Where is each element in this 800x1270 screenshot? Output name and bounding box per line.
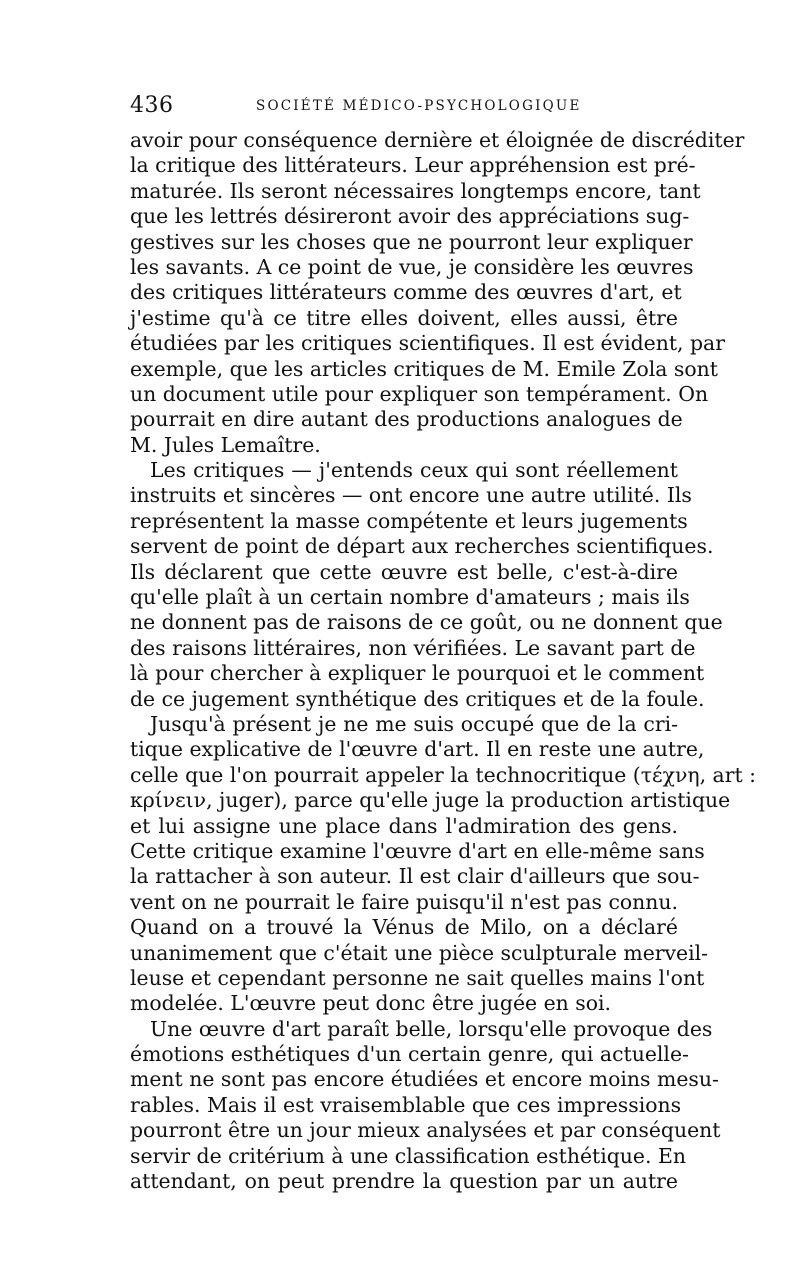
- text-line: gestives sur les choses que ne pourront leur expliquer: [130, 229, 693, 254]
- text-line: tique explicative de l'œuvre d'art. Il en reste une autre,: [130, 737, 705, 762]
- text-line: des critiques littérateurs comme des œuvres d'art, et: [130, 280, 682, 305]
- text-line: des raisons littéraires, non vérifiées. Le savant part de: [130, 635, 696, 660]
- text-line: rables. Mais il est vraisemblable que ces impressions: [130, 1092, 682, 1117]
- text-line: Une œuvre d'art paraît belle, lorsqu'elle provoque des: [150, 1016, 713, 1041]
- text-line: unanimement que c'était une pièce sculpturale merveil-: [130, 940, 709, 965]
- text-line: vent on ne pourrait le faire puisqu'il n'est pas connu.: [130, 889, 679, 914]
- text-line: j'estime qu'à ce titre elles doivent, elles aussi, être: [130, 305, 678, 330]
- text-line: étudiées par les critiques scientifiques. Il est évident, par: [130, 331, 725, 356]
- text-line: instruits et sincères — ont encore une autre utilité. Ils: [130, 483, 692, 508]
- text-line: là pour chercher à expliquer le pourquoi et le comment: [130, 661, 705, 686]
- text-line: de ce jugement synthétique des critiques et de la foule.: [130, 686, 705, 711]
- text-line: représentent la masse compétente et leurs jugements: [130, 508, 688, 533]
- text-line: la critique des littérateurs. Leur appréhension est pré-: [130, 153, 696, 178]
- text-line: modelée. L'œuvre peut donc être jugée en soi.: [130, 991, 612, 1016]
- text-line: servir de critérium à une classification esthétique. En: [130, 1143, 686, 1168]
- text-line: attendant, on peut prendre la question par un autre: [130, 1169, 678, 1194]
- text-line: Ils déclarent que cette œuvre est belle, c'est-à-dire: [130, 559, 678, 584]
- text-line: Quand on a trouvé la Vénus de Milo, on a déclaré: [130, 915, 678, 940]
- text-line: exemple, que les articles critiques de M. Emile Zola sont: [130, 356, 718, 381]
- text-line: les savants. A ce point de vue, je considère les œuvres: [130, 254, 694, 279]
- page-number: 436: [130, 93, 174, 118]
- text-line: leuse et cependant personne ne sait quelles mains l'ont: [130, 965, 705, 990]
- text-line: que les lettrés désireront avoir des appréciations sug-: [130, 204, 690, 229]
- body-text: [130, 128, 756, 1194]
- text-line: la rattacher à son auteur. Il est clair d'ailleurs que sou-: [130, 864, 700, 889]
- text-line: celle que l'on pourrait appeler la technocritique (τέχνη, art :: [130, 762, 756, 787]
- running-title: SOCIÉTÉ MÉDICO-PSYCHOLOGIQUE: [256, 98, 582, 114]
- running-head: [130, 92, 678, 120]
- text-line: ment ne sont pas encore étudiées et encore moins mesu-: [130, 1067, 719, 1092]
- text-line: Cette critique examine l'œuvre d'art en elle-même sans: [130, 838, 705, 863]
- text-line: κρίνειν, juger), parce qu'elle juge la production artistique: [130, 788, 731, 813]
- text-line: M. Jules Lemaître.: [130, 432, 321, 457]
- text-line: qu'elle plaît à un certain nombre d'amateurs ; mais ils: [130, 585, 690, 610]
- text-line: Les critiques — j'entends ceux qui sont réellement: [150, 458, 678, 483]
- text-line: et lui assigne une place dans l'admiration des gens.: [130, 813, 678, 838]
- text-line: un document utile pour expliquer son tempérament. On: [130, 381, 709, 406]
- text-line: Jusqu'à présent je ne me suis occupé que de la cri-: [150, 711, 678, 736]
- text-line: ne donnent pas de raisons de ce goût, ou ne donnent que: [130, 610, 723, 635]
- text-line: maturée. Ils seront nécessaires longtemps encore, tant: [130, 178, 701, 203]
- text-line: servent de point de départ aux recherches scientifiques.: [130, 534, 714, 559]
- text-line: avoir pour conséquence dernière et éloignée de discréditer: [130, 128, 745, 152]
- text-line: pourrait en dire autant des productions analogues de: [130, 407, 683, 432]
- text-line: émotions esthétiques d'un certain genre, qui actuelle-: [130, 1042, 689, 1067]
- text-line: pourront être un jour mieux analysées et par conséquent: [130, 1118, 721, 1143]
